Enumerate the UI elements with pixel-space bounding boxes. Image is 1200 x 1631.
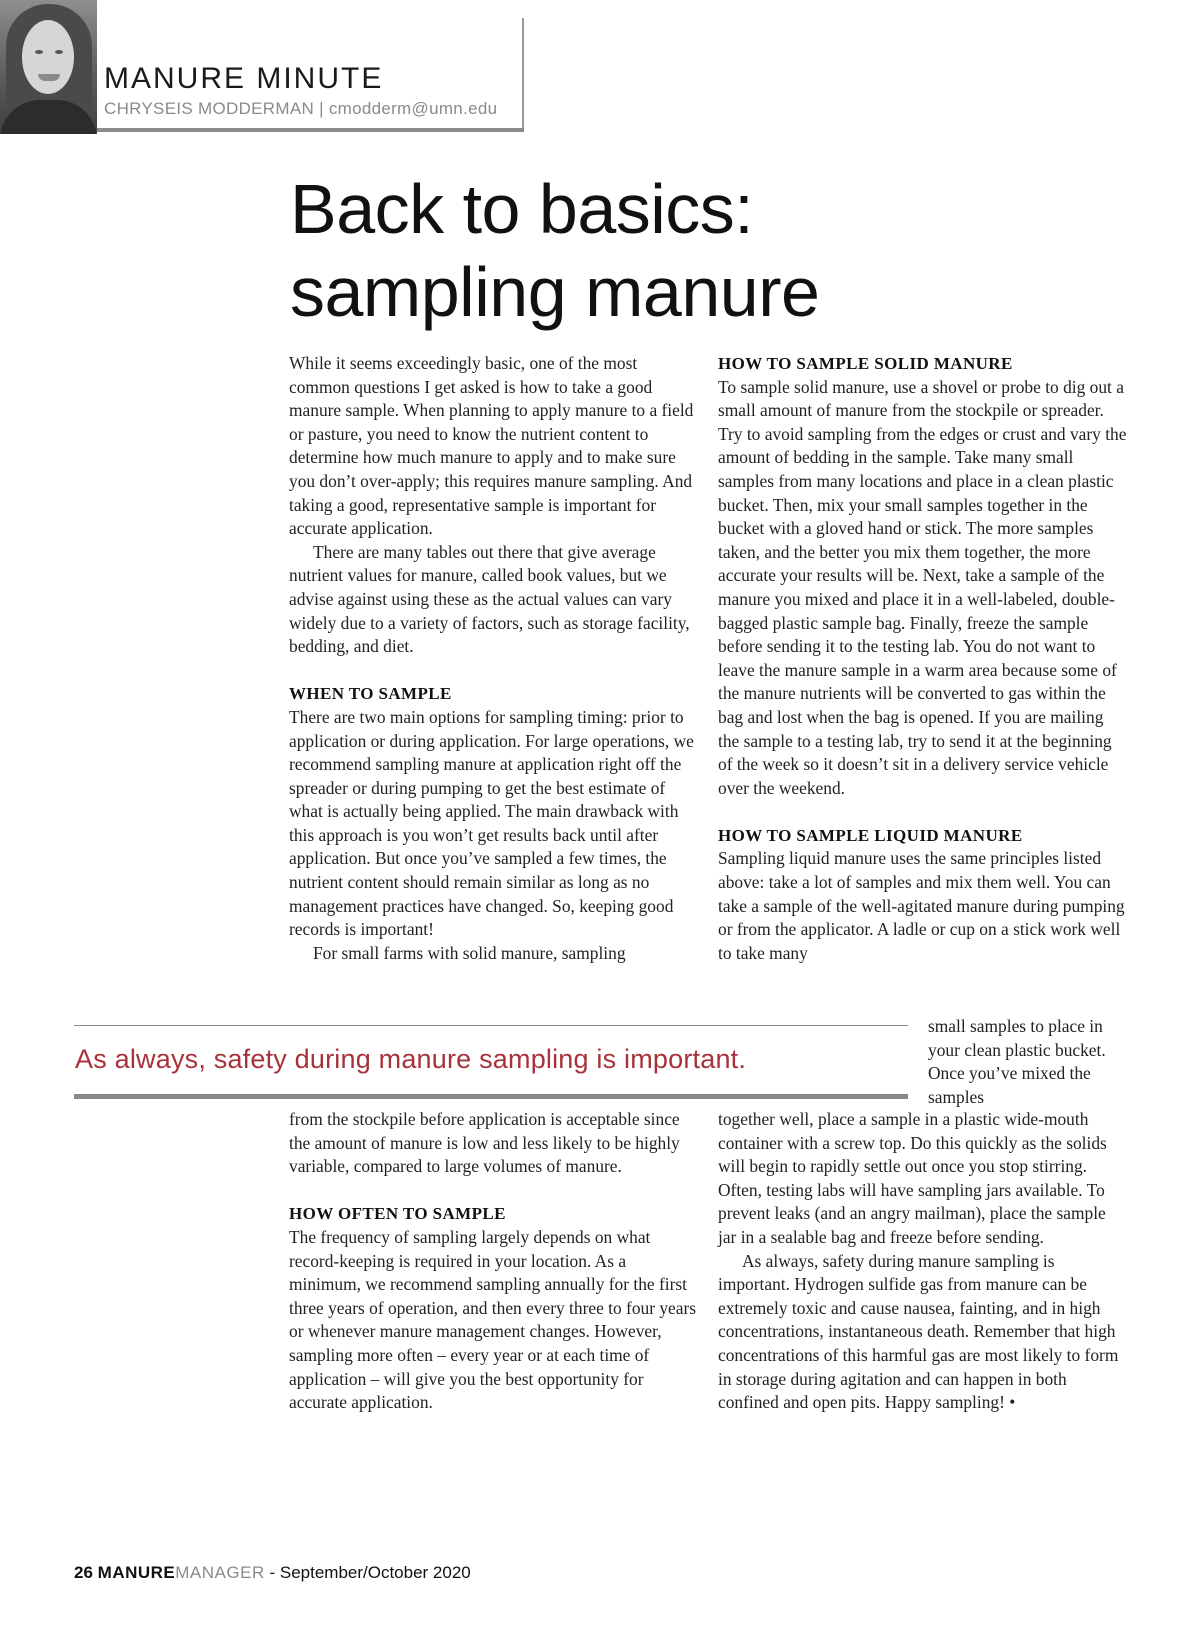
headline-line-2: sampling manure (290, 253, 820, 331)
article-headline (290, 168, 1090, 334)
issue-date: - September/October 2020 (269, 1563, 471, 1582)
paragraph: Sampling liquid manure uses the same principles listed above: take a lot of samples and mix them well. You can take a sample of the well-agitated manure during pumping or from the applicator. A ladle or cup on a stick work well to take many (718, 848, 1125, 963)
paragraph: The frequency of sampling largely depends on what record-keeping is required in your location. As a minimum, we recommend sampling annually for the first three years of operation, and then every three to four years or whenever manure management changes. However, sampling more often – every year or at each time of application – will give you the best opportunity for accurate application. (289, 1226, 697, 1413)
right-column-top (718, 352, 1128, 965)
pull-quote-rule-top (74, 1025, 908, 1026)
left-column-top (289, 352, 699, 965)
author-photo (0, 0, 97, 134)
right-column-bottom (718, 1108, 1128, 1415)
section-heading-liquid: HOW TO SAMPLE LIQUID MANURE (718, 825, 1023, 845)
magazine-name-part-2: MANAGER (175, 1563, 265, 1582)
section-heading-solid: HOW TO SAMPLE SOLID MANURE (718, 354, 1013, 373)
paragraph: For small farms with solid manure, sampling (313, 942, 626, 963)
paragraph: There are two main options for sampling timing: prior to application or during application. For large operations, we recommend sampling manure at application right off the spreader or during pumping to get the best estimate of what is actually being applied. The main drawback with this approach is you won’t get results back until after application. But once you’ve sampled a few times, the nutrient content should remain similar as long as no management practices have changed. So, keeping good records is important! (289, 706, 694, 940)
header-divider-vertical (522, 18, 524, 132)
paragraph: To sample solid manure, use a shovel or probe to dig out a small amount of manure from the stockpile or spreader. Try to avoid sampling from the edges or crust and vary the amount of bedding in the sample. Take many small samples from many locations and place in a clean plastic bucket. Then, mix your small samples together in the bucket with a gloved hand or stick. The more samples taken, and the better you mix them together, the more accurate your results will be. Next, take a sample of the manure you mixed and place it in a well-labeled, double-bagged plastic sample bag. Finally, freeze the sample before sending it to the testing lab. You do not want to leave the manure sample in a warm area because some of the manure nutrients will be converted to gas within the bag and lost when the bag is opened. If you are mailing the sample to a testing lab, try to send it at the beginning of the week so it doesn’t sit in a delivery service vehicle over the weekend. (718, 376, 1127, 798)
paragraph: from the stockpile before application is acceptable since the amount of manure is low and less likely to be highly variable, compared to large volumes of manure. (289, 1109, 680, 1177)
pull-quote-rule-bottom (74, 1094, 908, 1099)
magazine-name-part-1: MANURE (97, 1563, 176, 1582)
paragraph: small samples to place in your clean plastic bucket. Once you’ve mixed the samples (928, 1016, 1106, 1107)
left-column-bottom (289, 1108, 699, 1415)
page-number: 26 (74, 1563, 93, 1582)
section-heading-often: HOW OFTEN TO SAMPLE (289, 1204, 506, 1224)
pull-quote: As always, safety during manure sampling is important. (75, 1044, 747, 1074)
header-divider-horizontal (97, 128, 524, 132)
paragraph: together well, place a sample in a plastic wide-mouth container with a screw top. Do this quickly as the solids will begin to rapidly settle out once you stop stirring. Often, testing labs will have sampling jars available. To prevent leaks (and an angry mailman), place the sample jar in a sealable bag and freeze before sending. (718, 1109, 1107, 1247)
paragraph: There are many tables out there that give average nutrient values for manure, called book values, but we advise against using these as the actual values can vary widely due to a variety of factors, such as storage facility, bedding, and diet. (289, 541, 690, 657)
page-footer (74, 1563, 471, 1583)
headline-line-1: Back to basics: (290, 170, 754, 248)
paragraph: While it seems exceedingly basic, one of the most common questions I get asked is how to take a good manure sample. When planning to apply manure to a field or pasture, you need to know the nutrient content to determine how much manure to apply and to make sure you don’t over-apply; this requires manure sampling. And taking a good, representative sample is important for accurate application. (289, 353, 694, 539)
right-column-wrap (928, 1015, 1128, 1109)
column-author: CHRYSEIS MODDERMAN | cmodderm@umn.edu (104, 99, 498, 118)
section-heading-when: WHEN TO SAMPLE (289, 684, 452, 704)
paragraph: As always, safety during manure sampling is important. Hydrogen sulfide gas from manure can be extremely toxic and cause nausea, fainting, and in high concentrations, instantaneous death. Remember that high concentrations of this harmful gas are most likely to form in storage during agitation and can happen in both confined and open pits. Happy sampling! • (718, 1250, 1119, 1413)
column-name: MANURE MINUTE (104, 62, 384, 95)
